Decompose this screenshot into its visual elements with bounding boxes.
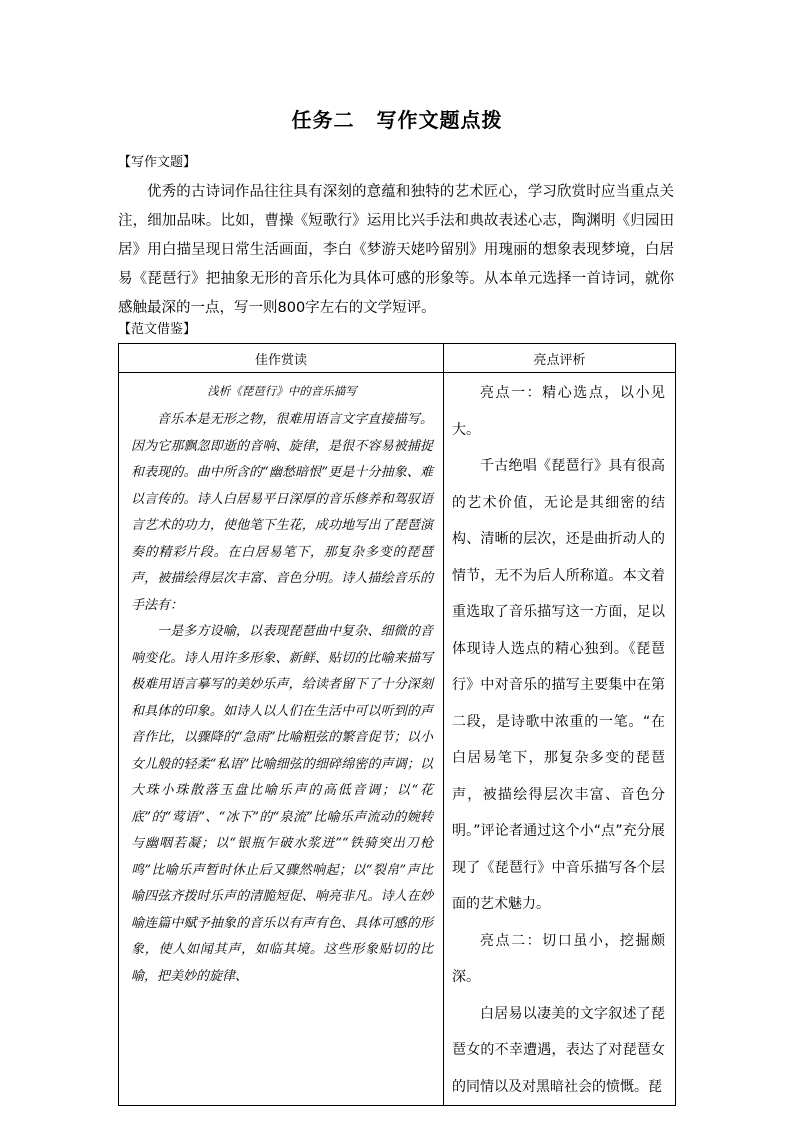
comment-2-text: 白居易以凄美的文字叙述了琵琶女的不幸遭遇，表达了对琵琶女的同情以及对黑暗社会的愤慨。琵 <box>452 1005 665 1095</box>
header-comments: 亮点评析 <box>444 344 676 373</box>
comment-1-text: 千古绝唱《琵琶行》具有很高的艺术价值，无论是其细密的结构、清晰的层次，还是曲折动人的情节，无不为后人所称道。本文着重选取了音乐描写这一方面，足以体现诗人选点的精心独到。《琵琶行》中对音乐的描写主要集中在第二段，是诗歌中浓重的一笔。“在白居易笔下，那复杂多变的琵琶声，被描绘得层次丰富、音色分明。”评论者通过这个小“点”充分展现了《琵琶行》中音乐描写各个层面的艺术魅力。 <box>452 458 665 912</box>
topic-paragraph: 优秀的古诗词作品往往具有深刻的意蕴和独特的艺术匠心，学习欣赏时应当重点关注，细加品味。比如，曹操《短歌行》运用比兴手法和典故表述心志，陶渊明《归园田居》用白描呈现日常生活画面，李白《梦游天姥吟留别》用瑰丽的想象表现梦境，白居易《琵琶行》把抽象无形的音乐化为具体可感的形象等。从本单元选择一首诗词，就你感触最深的一点，写一则800字左右的文学短评。 <box>118 184 674 316</box>
page-title-part1: 任务二 <box>291 108 355 132</box>
essay-paragraph-2: 一是多方设喻，以表现琵琶曲中复杂、细微的音响变化。诗人用许多形象、新鲜、贴切的比喻来描写极难用语言摹写的美妙乐声，给读者留下了十分深刻和具体的印象。如诗人以人们在生活中可以听到的声音作比，以骤降的“急雨”比喻粗弦的繁音促节；以小女儿般的轻柔“私语”比喻细弦的细碎绵密的声调；以大珠小珠散落玉盘比喻乐声的高低音调；以“花底”的“莺语”、“冰下”的“泉流”比喻乐声流动的婉转与幽咽若凝；以“银瓶乍破水浆迸”“铁骑突出刀枪鸣”比喻乐声暂时休止后又骤然响起；以“裂帛”声比喻四弦齐拨时乐声的清脆短促、响亮非凡。诗人在妙喻连篇中赋予抽象的音乐以有声有色、具体可感的形象，使人如闻其声，如临其境。这些形象贴切的比喻，把美妙的旋律、 <box>131 624 433 984</box>
model-essay-table <box>118 343 676 1106</box>
essay-cell <box>119 373 444 1106</box>
essay-title: 浅析《琵琶行》中的音乐描写 <box>207 384 357 398</box>
comment-1-title: 亮点一：精心选点，以小见大。 <box>452 385 665 438</box>
section-label-model: 【范文借鉴】 <box>118 322 197 337</box>
comments-cell <box>444 373 676 1106</box>
comment-2-title: 亮点二：切口虽小，挖掘颇深。 <box>452 932 665 985</box>
section-label-topic: 【写作文题】 <box>118 155 197 170</box>
page-title <box>0 104 794 133</box>
essay-paragraph-1: 音乐本是无形之物，很难用语言文字直接描写。因为它那飘忽即逝的音响、旋律，是很不容易被捕捉和表现的。曲中所含的“幽愁暗恨”更是十分抽象、难以言传的。诗人白居易平日深厚的音乐修养和驾驭语言艺术的功力，使他笔下生花，成功地写出了琵琶演奏的精彩片段。在白居易笔下，那复杂多变的琵琶声，被描绘得层次丰富、音色分明。诗人描绘音乐的手法有： <box>131 412 433 613</box>
page-title-part2: 写作文题点拨 <box>376 108 503 132</box>
header-essay: 佳作赏读 <box>119 344 444 373</box>
